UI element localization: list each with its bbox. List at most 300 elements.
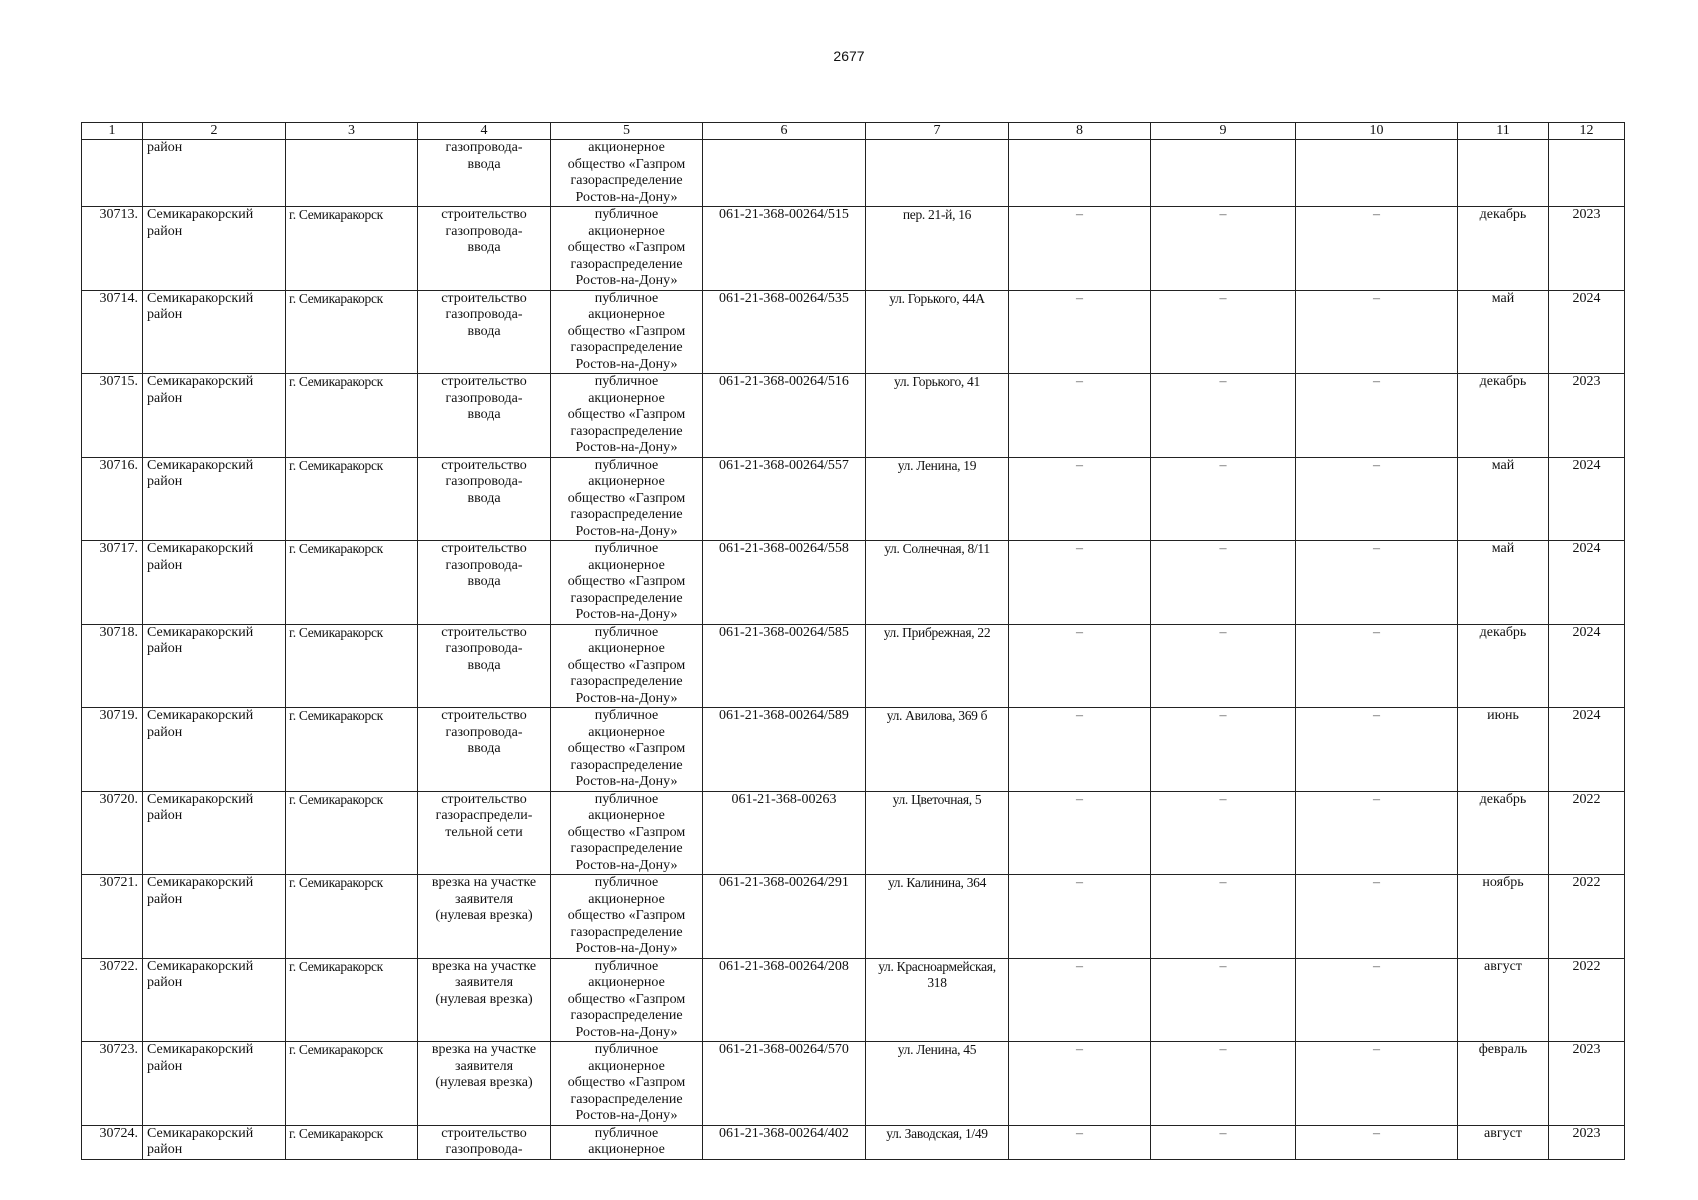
column-10-cell-text: – [1373, 374, 1380, 389]
column-8-cell-text: – [1076, 791, 1083, 807]
settlement-cell [286, 1125, 418, 1159]
district-cell-text: Семикаракорский район [147, 374, 254, 406]
address-cell-text: ул. Ленина, 19 [897, 457, 977, 473]
district-cell [143, 374, 286, 458]
month-cell-text: декабрь [1479, 624, 1527, 640]
work-type-cell-text: врезка на участке заявителя (нулевая врезка) [431, 1042, 537, 1090]
organization-cell-text: публичное акционерное общество «Газпром газораспределение Ростов-на-Дону» [567, 457, 686, 539]
column-10-cell [1296, 708, 1458, 792]
registration-code-cell-text: 061-21-368-00264/516 [719, 374, 849, 389]
registration-code-cell-text: 061-21-368-00264/558 [719, 541, 849, 556]
district-cell [143, 1042, 286, 1126]
month-cell-text: май [1491, 541, 1515, 556]
column-9-cell-text: – [1219, 1125, 1227, 1141]
row-number-text: 30720. [99, 791, 138, 807]
registration-code-cell [703, 541, 866, 625]
district-cell-text: район [147, 140, 183, 155]
column-9-cell-text: – [1219, 1042, 1227, 1057]
column-9-cell-text: – [1219, 708, 1227, 723]
column-8-cell [1009, 958, 1151, 1042]
column-8-cell-text: – [1076, 875, 1083, 890]
organization-cell [551, 290, 703, 374]
work-type-cell [418, 1125, 551, 1159]
month-cell-text: декабрь [1479, 374, 1527, 389]
column-10-cell [1296, 875, 1458, 959]
organization-cell [551, 791, 703, 875]
work-type-cell-text: строительство газопровода- ввода [441, 708, 527, 756]
settlement-cell [286, 207, 418, 291]
district-cell-text: Семикаракорский район [147, 624, 254, 656]
column-10-cell [1296, 958, 1458, 1042]
address-cell-text: ул. Красноармейская, 318 [878, 958, 996, 990]
month-cell [1458, 708, 1549, 792]
district-cell-text: Семикаракорский район [147, 207, 254, 239]
organization-cell [551, 958, 703, 1042]
organization-cell [551, 624, 703, 708]
year-cell-text: 2024 [1572, 290, 1601, 306]
settlement-cell [286, 624, 418, 708]
district-cell [143, 207, 286, 291]
column-9-cell-text: – [1219, 624, 1227, 640]
organization-cell [551, 1125, 703, 1159]
column-10-cell [1296, 541, 1458, 625]
column-9-cell [1151, 290, 1296, 374]
registration-code-cell [703, 207, 866, 291]
settlement-cell [286, 290, 418, 374]
column-10-cell-text: – [1373, 708, 1380, 723]
work-type-cell-text: строительство газопровода- ввода [441, 541, 527, 589]
address-cell-text: пер. 21-й, 16 [902, 207, 972, 222]
row-number-text: 30723. [99, 1042, 138, 1057]
address-cell [866, 624, 1009, 708]
organization-cell-text: публичное акционерное [588, 1125, 665, 1157]
registration-code-cell-text: 061-21-368-00264/557 [719, 457, 849, 473]
organization-cell [551, 207, 703, 291]
year-cell [1549, 140, 1625, 207]
year-cell [1549, 290, 1625, 374]
organization-cell-text: публичное акционерное общество «Газпром газораспределение Ростов-на-Дону» [567, 290, 686, 372]
address-cell [866, 374, 1009, 458]
column-8-cell [1009, 207, 1151, 291]
month-cell-text: февраль [1478, 1042, 1528, 1057]
column-10-cell-text: – [1373, 1125, 1380, 1141]
year-cell [1549, 791, 1625, 875]
column-10-cell-text: – [1373, 958, 1380, 974]
column-9-cell [1151, 1125, 1296, 1159]
address-cell [866, 875, 1009, 959]
registration-code-cell [703, 624, 866, 708]
address-cell-text: ул. Прибрежная, 22 [883, 624, 991, 640]
column-9-cell-text: – [1219, 374, 1227, 389]
column-10-cell [1296, 457, 1458, 541]
address-cell-text: ул. Горького, 44А [889, 290, 985, 306]
column-10-cell [1296, 1042, 1458, 1126]
column-10-cell [1296, 791, 1458, 875]
year-cell-text: 2024 [1572, 541, 1601, 556]
year-cell-text: 2024 [1572, 624, 1601, 640]
registration-code-cell-text: 061-21-368-00264/208 [719, 958, 849, 974]
row-number [82, 1125, 143, 1159]
year-cell-text: 2023 [1572, 1125, 1601, 1141]
district-cell [143, 140, 286, 207]
work-type-cell [418, 791, 551, 875]
column-8-cell [1009, 624, 1151, 708]
month-cell [1458, 457, 1549, 541]
work-type-cell [418, 207, 551, 291]
address-cell-text: ул. Авилова, 369 б [886, 708, 988, 723]
year-cell-text: 2023 [1572, 1042, 1601, 1057]
column-10-cell-text: – [1373, 457, 1380, 473]
organization-cell-text: публичное акционерное общество «Газпром газораспределение Ростов-на-Дону» [567, 207, 686, 288]
address-cell [866, 140, 1009, 207]
registration-code-cell [703, 958, 866, 1042]
work-type-cell-text: строительство газопровода- [441, 1125, 527, 1157]
table-row [82, 374, 1625, 458]
settlement-cell [286, 374, 418, 458]
settlement-cell-text: г. Семикаракорск [289, 708, 383, 723]
table-body [82, 140, 1625, 1160]
year-cell [1549, 541, 1625, 625]
row-number [82, 290, 143, 374]
column-8-cell-text: – [1076, 290, 1083, 306]
address-cell [866, 791, 1009, 875]
organization-cell-text: публичное акционерное общество «Газпром газораспределение Ростов-на-Дону» [567, 958, 686, 1040]
address-cell [866, 541, 1009, 625]
row-number [82, 791, 143, 875]
column-9-cell [1151, 140, 1296, 207]
year-cell-text: 2022 [1572, 791, 1601, 807]
row-number-text: 30716. [99, 457, 138, 473]
column-10-cell [1296, 1125, 1458, 1159]
district-cell [143, 708, 286, 792]
settlement-cell [286, 708, 418, 792]
organization-cell-text: публичное акционерное общество «Газпром газораспределение Ростов-на-Дону» [567, 791, 686, 873]
column-9-cell [1151, 624, 1296, 708]
year-cell [1549, 207, 1625, 291]
month-cell [1458, 875, 1549, 959]
column-10-cell [1296, 374, 1458, 458]
registration-code-cell-text: 061-21-368-00264/535 [719, 290, 849, 306]
work-type-cell [418, 541, 551, 625]
work-type-cell [418, 624, 551, 708]
column-9-cell-text: – [1219, 207, 1227, 222]
column-8-cell-text: – [1076, 1042, 1083, 1057]
district-cell [143, 457, 286, 541]
month-cell-text: август [1484, 958, 1522, 974]
column-9-cell [1151, 1042, 1296, 1126]
column-header: 4 [418, 123, 551, 140]
column-10-cell-text: – [1373, 875, 1380, 890]
address-cell-text: ул. Заводская, 1/49 [886, 1125, 988, 1141]
row-number [82, 958, 143, 1042]
address-cell-text: ул. Горького, 41 [894, 374, 980, 389]
column-9-cell [1151, 875, 1296, 959]
column-8-cell [1009, 541, 1151, 625]
district-cell-text: Семикаракорский район [147, 1042, 254, 1074]
year-cell-text: 2024 [1572, 457, 1601, 473]
registration-code-cell-text: 061-21-368-00264/589 [719, 708, 849, 723]
district-cell [143, 875, 286, 959]
column-10-cell-text: – [1373, 207, 1380, 222]
registration-code-cell [703, 1125, 866, 1159]
column-8-cell [1009, 791, 1151, 875]
table-row [82, 708, 1625, 792]
table-row [82, 958, 1625, 1042]
column-8-cell [1009, 457, 1151, 541]
work-type-cell-text: врезка на участке заявителя (нулевая врезка) [431, 875, 537, 923]
settlement-cell [286, 457, 418, 541]
year-cell [1549, 457, 1625, 541]
district-cell-text: Семикаракорский район [147, 875, 254, 907]
column-8-cell-text: – [1076, 374, 1083, 389]
column-10-cell-text: – [1373, 791, 1380, 807]
organization-cell-text: публичное акционерное общество «Газпром газораспределение Ростов-на-Дону» [567, 708, 686, 789]
column-10-cell [1296, 207, 1458, 291]
work-type-cell [418, 140, 551, 207]
work-type-cell [418, 875, 551, 959]
row-number-text: 30714. [99, 290, 138, 306]
column-8-cell-text: – [1076, 457, 1083, 473]
work-type-cell [418, 457, 551, 541]
table-row [82, 624, 1625, 708]
table-header [82, 123, 1625, 140]
column-10-cell-text: – [1373, 624, 1380, 640]
column-8-cell [1009, 1125, 1151, 1159]
registration-code-cell-text: 061-21-368-00264/402 [719, 1125, 849, 1141]
year-cell [1549, 1042, 1625, 1126]
address-cell [866, 708, 1009, 792]
district-cell [143, 958, 286, 1042]
district-cell-text: Семикаракорский район [147, 457, 254, 489]
organization-cell [551, 374, 703, 458]
year-cell [1549, 1125, 1625, 1159]
work-type-cell [418, 374, 551, 458]
organization-cell-text: публичное акционерное общество «Газпром газораспределение Ростов-на-Дону» [567, 1042, 686, 1123]
district-cell [143, 1125, 286, 1159]
month-cell-text: июнь [1487, 708, 1519, 723]
settlement-cell-text: г. Семикаракорск [289, 1042, 383, 1057]
column-9-cell [1151, 457, 1296, 541]
settlement-cell [286, 958, 418, 1042]
column-9-cell [1151, 374, 1296, 458]
table-row [82, 1042, 1625, 1126]
row-number-text: 30717. [99, 541, 138, 556]
address-cell [866, 290, 1009, 374]
settlement-cell-text: г. Семикаракорск [289, 624, 383, 640]
column-9-cell-text: – [1219, 541, 1227, 556]
column-header: 3 [286, 123, 418, 140]
column-8-cell [1009, 374, 1151, 458]
year-cell [1549, 708, 1625, 792]
column-10-cell-text: – [1373, 541, 1380, 556]
column-9-cell [1151, 207, 1296, 291]
row-number-text: 30713. [99, 207, 138, 222]
table-row [82, 140, 1625, 207]
address-cell [866, 958, 1009, 1042]
registration-code-cell [703, 140, 866, 207]
district-cell [143, 541, 286, 625]
row-number [82, 875, 143, 959]
registration-code-cell [703, 290, 866, 374]
year-cell-text: 2024 [1572, 708, 1601, 723]
month-cell [1458, 140, 1549, 207]
table-row [82, 457, 1625, 541]
column-8-cell-text: – [1076, 624, 1083, 640]
settlement-cell [286, 1042, 418, 1126]
column-header: 8 [1009, 123, 1151, 140]
row-number-text: 30724. [99, 1125, 138, 1141]
organization-cell [551, 541, 703, 625]
district-cell-text: Семикаракорский район [147, 708, 254, 740]
page-number: 2677 [833, 48, 865, 64]
column-9-cell [1151, 541, 1296, 625]
address-cell [866, 207, 1009, 291]
settlement-cell-text: г. Семикаракорск [289, 958, 383, 974]
registration-code-cell [703, 791, 866, 875]
column-9-cell [1151, 791, 1296, 875]
settlement-cell [286, 791, 418, 875]
column-9-cell-text: – [1219, 457, 1227, 473]
work-type-cell-text: строительство газопровода- ввода [441, 457, 527, 506]
column-8-cell-text: – [1076, 1125, 1083, 1141]
month-cell-text: ноябрь [1482, 875, 1524, 890]
column-header: 1 [82, 123, 143, 140]
column-header: 11 [1458, 123, 1549, 140]
month-cell [1458, 958, 1549, 1042]
table-row [82, 290, 1625, 374]
column-9-cell [1151, 708, 1296, 792]
column-8-cell [1009, 708, 1151, 792]
district-cell-text: Семикаракорский район [147, 541, 254, 573]
row-number [82, 708, 143, 792]
year-cell-text: 2023 [1572, 374, 1601, 389]
year-cell-text: 2022 [1572, 875, 1601, 890]
month-cell [1458, 624, 1549, 708]
column-header: 6 [703, 123, 866, 140]
column-8-cell [1009, 875, 1151, 959]
month-cell [1458, 207, 1549, 291]
column-header: 5 [551, 123, 703, 140]
year-cell [1549, 374, 1625, 458]
month-cell-text: август [1484, 1125, 1522, 1141]
registration-code-cell [703, 875, 866, 959]
column-8-cell [1009, 1042, 1151, 1126]
year-cell [1549, 875, 1625, 959]
year-cell [1549, 958, 1625, 1042]
settlement-cell-text: г. Семикаракорск [289, 1125, 383, 1141]
column-header: 7 [866, 123, 1009, 140]
month-cell [1458, 541, 1549, 625]
settlement-cell-text: г. Семикаракорск [289, 541, 383, 556]
column-8-cell [1009, 140, 1151, 207]
work-type-cell-text: строительство газопровода- ввода [441, 207, 527, 255]
district-cell-text: Семикаракорский район [147, 290, 254, 322]
row-number-text: 30718. [99, 624, 138, 640]
column-header: 9 [1151, 123, 1296, 140]
work-type-cell [418, 1042, 551, 1126]
registration-code-cell-text: 061-21-368-00264/570 [719, 1042, 849, 1057]
organization-cell [551, 1042, 703, 1126]
row-number-text: 30722. [99, 958, 138, 974]
column-10-cell [1296, 290, 1458, 374]
district-cell-text: Семикаракорский район [147, 791, 254, 823]
gas-connection-table [81, 122, 1625, 1160]
year-cell [1549, 624, 1625, 708]
column-8-cell-text: – [1076, 708, 1083, 723]
address-cell [866, 1042, 1009, 1126]
column-10-cell-text: – [1373, 290, 1380, 306]
settlement-cell-text: г. Семикаракорск [289, 290, 383, 306]
column-9-cell [1151, 958, 1296, 1042]
address-cell-text: ул. Цветочная, 5 [892, 791, 982, 807]
organization-cell-text: публичное акционерное общество «Газпром газораспределение Ростов-на-Дону» [567, 374, 686, 455]
month-cell [1458, 1042, 1549, 1126]
address-cell-text: ул. Калинина, 364 [887, 875, 987, 890]
row-number [82, 624, 143, 708]
organization-cell [551, 140, 703, 207]
organization-cell-text: публичное акционерное общество «Газпром газораспределение Ростов-на-Дону» [567, 541, 686, 622]
registration-code-cell [703, 374, 866, 458]
registration-code-cell-text: 061-21-368-00263 [731, 791, 837, 807]
table-row [82, 541, 1625, 625]
district-cell [143, 791, 286, 875]
settlement-cell-text: г. Семикаракорск [289, 457, 383, 473]
address-cell-text: ул. Ленина, 45 [897, 1042, 977, 1057]
registration-code-cell-text: 061-21-368-00264/291 [719, 875, 849, 890]
column-number-row [82, 123, 1625, 140]
address-cell-text: ул. Солнечная, 8/11 [884, 541, 990, 556]
work-type-cell-text: строительство газопровода- ввода [441, 624, 527, 673]
organization-cell [551, 457, 703, 541]
district-cell [143, 624, 286, 708]
settlement-cell [286, 875, 418, 959]
organization-cell-text: публичное акционерное общество «Газпром газораспределение Ростов-на-Дону» [567, 875, 686, 956]
month-cell [1458, 1125, 1549, 1159]
work-type-cell [418, 290, 551, 374]
registration-code-cell [703, 457, 866, 541]
work-type-cell-text: строительство газопровода- ввода [441, 374, 527, 422]
column-9-cell-text: – [1219, 791, 1227, 807]
column-8-cell-text: – [1076, 958, 1083, 974]
settlement-cell [286, 140, 418, 207]
work-type-cell-text: строительство газораспредели- тельной сети [435, 791, 533, 840]
work-type-cell-text: врезка на участке заявителя (нулевая врезка) [431, 958, 537, 1007]
row-number [82, 374, 143, 458]
month-cell-text: май [1491, 457, 1515, 473]
month-cell-text: декабрь [1479, 207, 1527, 222]
registration-code-cell [703, 708, 866, 792]
settlement-cell-text: г. Семикаракорск [289, 374, 383, 389]
month-cell-text: май [1491, 290, 1515, 306]
district-cell [143, 290, 286, 374]
column-9-cell-text: – [1219, 290, 1227, 306]
settlement-cell-text: г. Семикаракорск [289, 875, 383, 890]
row-number-text: 30719. [99, 708, 138, 723]
table-row [82, 1125, 1625, 1159]
settlement-cell [286, 541, 418, 625]
organization-cell-text: публичное акционерное общество «Газпром газораспределение Ростов-на-Дону» [567, 624, 686, 706]
district-cell-text: Семикаракорский район [147, 1125, 254, 1157]
work-type-cell-text: газопровода- ввода [445, 140, 523, 172]
month-cell-text: декабрь [1479, 791, 1527, 807]
work-type-cell-text: строительство газопровода- ввода [441, 290, 527, 339]
column-10-cell-text: – [1373, 1042, 1380, 1057]
month-cell [1458, 791, 1549, 875]
table-row [82, 791, 1625, 875]
organization-cell [551, 708, 703, 792]
column-8-cell-text: – [1076, 541, 1083, 556]
work-type-cell [418, 708, 551, 792]
